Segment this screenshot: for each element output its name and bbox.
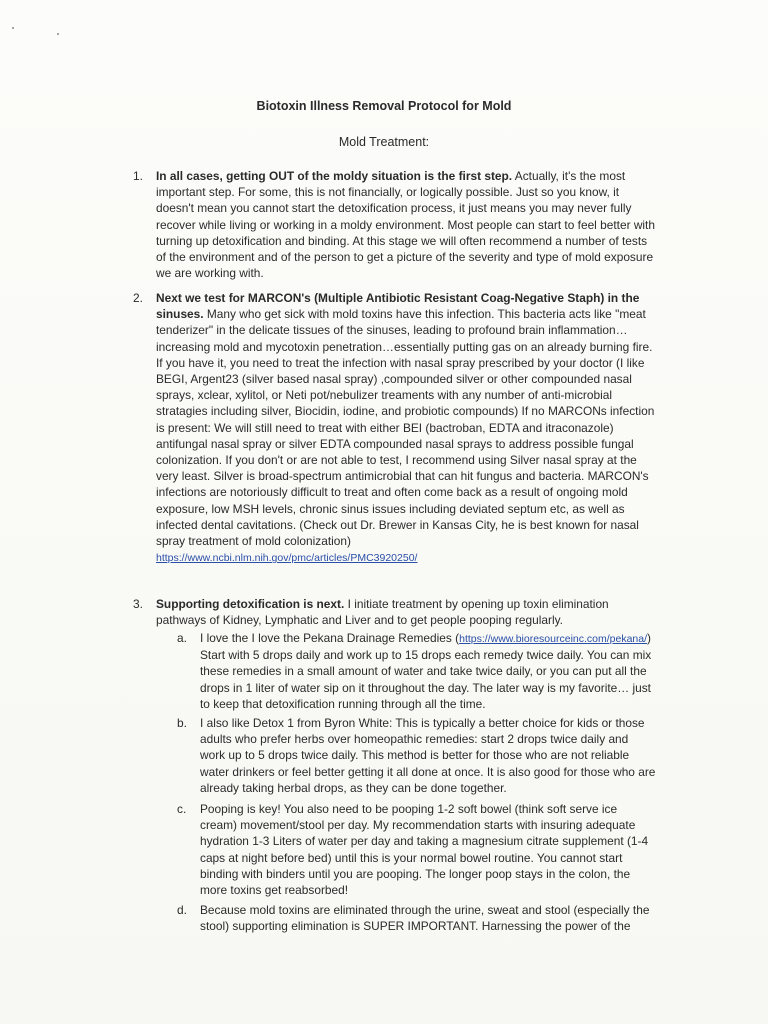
sub-item-letter: c. [177, 802, 187, 816]
sub-item-text-after: ) Start with 5 drops daily and work up to 15 drops each remedy twice daily. You can mix these remedies in a small amount of water and take twice daily, or you can put all the drops in 1 liter of water sip on it throughout the day. The later way is my favorite… just to keep that detoxification running through all the time. [200, 631, 652, 711]
scan-speck [57, 33, 59, 35]
sub-item-text [200, 630, 656, 712]
sub-item-text: Because mold toxins are eliminated through the urine, sweat and stool (especially the stool) supporting elimination is SUPER IMPORTANT. Harnessing the power of the [200, 903, 650, 934]
sub-item-text: I also like Detox 1 from Byron White: This is typically a better choice for kids or those adults who prefer herbs over homeopathic remedies: start 2 drops twice daily and work up to 5 drops twice daily. This method is better for those who are not reliable water drinkers or feel better getting it all done at once. It is also good for those who are already taking herbal drops, as they can be done together. [200, 716, 656, 795]
pekana-link[interactable]: https://www.bioresourceinc.com/pekana/ [459, 633, 648, 645]
item-body [156, 290, 656, 566]
item-body [156, 596, 656, 628]
item-text: I initiate treatment by opening up toxin elimination pathways of Kidney, Lymphatic and Liver and to get people pooping regularly. [156, 597, 609, 628]
item-body [156, 168, 656, 281]
item-number: 1. [133, 169, 143, 183]
sub-item-letter: d. [177, 903, 187, 917]
item-number: 3. [133, 597, 143, 611]
item-text: Actually, it's the most important step. For some, this is not financially, or logically possible. Just so you know, it doesn't mean you cannot start the detoxification process, it just means you may never fully recover while living or working in a moldy environment. Most people can start to feel better with turning up detoxification and binding. At this stage we will often recommend a number of tests of the environment and of the person to get a picture of the severity and type of mold exposure we are working with. [156, 169, 655, 281]
scan-speck [12, 27, 14, 29]
sub-item-letter: a. [177, 631, 187, 645]
item-lead: Next we test for MARCON's (Multiple Antibiotic Resistant Coag-Negative Staph) in the sinuses. [156, 291, 640, 322]
sub-item-text-before: I love the I love the Pekana Drainage Remedies ( [200, 631, 460, 645]
item-lead: Supporting detoxification is next. [156, 597, 345, 611]
item-lead: In all cases, getting OUT of the moldy situation is the first step. [156, 169, 513, 183]
document-title: Biotoxin Illness Removal Protocol for Mold [256, 99, 512, 113]
sub-item-letter: b. [177, 716, 187, 730]
item-number: 2. [133, 291, 143, 305]
sub-item-text: Pooping is key! You also need to be pooping 1-2 soft bowel (think soft serve ice cream) movement/stool per day. My recommendation starts with insuring adequate hydration 1-3 Liters of water per day and taking a magnesium citrate supplement (1-4 caps at night before bed) until this is your normal bowel routine. You cannot start binding with binders until you are pooping. The longer poop stays in the colon, the more toxins get reabsorbed! [200, 802, 649, 898]
document-subtitle: Mold Treatment: [338, 135, 430, 149]
item-text: Many who get sick with mold toxins have this infection. This bacteria acts like "meat tenderizer" in the delicate tissues of the sinuses, leading to profound brain inflammation… increasing mold and mycotoxin penetration…essentially putting gas on an already burning fire. If you have it, you need to treat the infection with nasal spray prescribed by your doctor (I like BEGI, Argent23 (silver based nasal spray) ,compounded silver or other compounded nasal sprays, xclear, xylitol, or Neti pot/nebulizer treaments with any number of anti-microbial stratagies including silver, Biocidin, iodine, and probiotic compounds) If no MARCONs infection is present: We will still need to treat with either BEI (bactroban, EDTA and itraconazole) antifungal nasal spray or silver EDTA compounded nasal sprays to address possible fungal colonization. If you don't or are not able to test, I recommend using Silver nasal spray at the very least. Silver is broad-spectrum antimicrobial that can hit fungus and bacteria. MARCON's infections are notoriously difficult to treat and often come back as a result of ongoing mold exposure, low MSH levels, chronic sinus issues including deviated septum etc, as well as infected dental cavitations. (Check out Dr. Brewer in Kansas City, he is best known for nasal spray treatment of mold colonization) [156, 307, 655, 549]
reference-link[interactable]: https://www.ncbi.nlm.nih.gov/pmc/articles/PMC3920250/ [156, 552, 418, 565]
